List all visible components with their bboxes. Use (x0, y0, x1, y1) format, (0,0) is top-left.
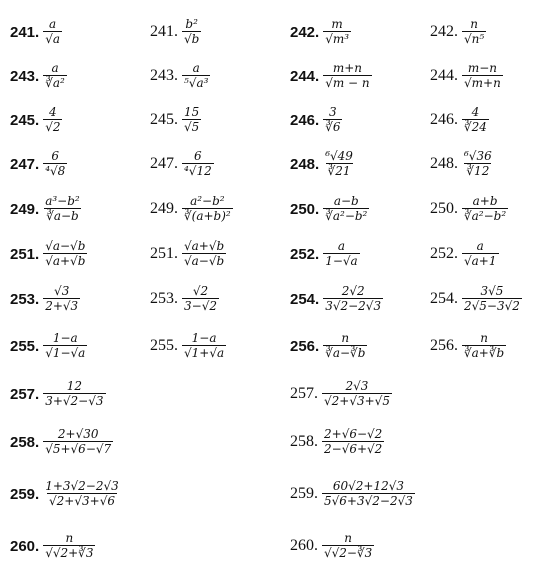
numerator: a²−b² (190, 194, 225, 208)
fraction (323, 18, 351, 46)
exercise-item (150, 332, 226, 360)
numerator: a (49, 17, 57, 31)
fraction (322, 428, 384, 456)
fraction (43, 150, 67, 178)
denominator: ⁴√12 (184, 164, 212, 179)
exercise-item (290, 428, 384, 456)
exercise-number: 250. (290, 200, 320, 218)
denominator: 2+√3 (45, 299, 79, 314)
exercise-number: 253. (150, 290, 178, 308)
exercise-item (430, 332, 506, 360)
fraction (323, 195, 369, 223)
exercise-item (290, 285, 383, 313)
fraction (182, 240, 226, 268)
fraction (323, 240, 360, 268)
exercise-number: 257. (290, 385, 318, 403)
fraction (43, 62, 67, 90)
exercise-item (150, 285, 219, 313)
denominator: ∛a²−b² (464, 209, 507, 224)
numerator: 2√2 (341, 284, 365, 298)
fraction (43, 240, 87, 268)
fraction (462, 18, 486, 46)
denominator: 3−√2 (184, 299, 217, 314)
numerator: a+b (472, 194, 498, 208)
fraction (322, 532, 374, 560)
fraction (43, 332, 87, 360)
fraction (462, 195, 508, 223)
numerator: 3 (329, 105, 337, 119)
exercise-item (150, 195, 233, 223)
numerator: 1−a (191, 331, 217, 345)
exercise-item (10, 62, 67, 90)
numerator: a (51, 61, 59, 75)
exercise-item (430, 195, 508, 223)
exercise-item (430, 240, 499, 268)
fraction (182, 62, 210, 90)
numerator: 4 (49, 105, 57, 119)
denominator: 3+√2−√3 (45, 394, 104, 409)
fraction (182, 150, 214, 178)
denominator: √2+√3+√6 (49, 494, 115, 509)
exercise-item (290, 18, 351, 46)
exercise-item (10, 18, 62, 46)
fraction (323, 285, 383, 313)
numerator: 15 (184, 105, 200, 119)
fraction (43, 18, 62, 46)
exercise-item (290, 532, 374, 560)
numerator: b² (185, 17, 198, 31)
denominator: 3√2−2√3 (325, 299, 382, 314)
numerator: m−n (467, 61, 497, 75)
exercise-item (290, 380, 392, 408)
denominator: ∛6 (325, 120, 341, 135)
fraction (462, 240, 499, 268)
denominator: √b (184, 32, 200, 47)
numerator: a (337, 239, 346, 253)
exercise-number: 254. (430, 290, 458, 308)
exercise-number: 251. (150, 245, 178, 263)
exercise-number: 249. (10, 200, 40, 218)
denominator: √m+n (464, 76, 501, 91)
exercise-item (150, 106, 201, 134)
exercise-number: 259. (10, 485, 40, 503)
exercise-number: 259. (290, 485, 318, 503)
exercise-number: 252. (290, 245, 320, 263)
denominator: √5+√6−√7 (45, 442, 112, 457)
numerator: 60√2+12√3 (332, 479, 404, 493)
fraction (43, 285, 80, 313)
exercise-number: 254. (290, 290, 320, 308)
numerator: m (331, 17, 343, 31)
exercise-item (150, 150, 214, 178)
numerator: n (480, 331, 488, 345)
denominator: ∛a² (45, 76, 65, 91)
exercise-number: 256. (290, 337, 320, 355)
denominator: √a−√b (184, 254, 225, 269)
exercise-number: 258. (10, 433, 40, 451)
denominator: ∛a+∛b (464, 346, 505, 361)
exercise-number: 250. (430, 200, 458, 218)
exercise-item (10, 532, 95, 560)
numerator: a−b (333, 194, 359, 208)
numerator: 6 (194, 149, 202, 163)
exercise-number: 248. (290, 155, 320, 173)
exercise-item (290, 195, 369, 223)
numerator: √3 (54, 284, 70, 298)
exercise-item (290, 150, 355, 178)
fraction (462, 62, 503, 90)
numerator: √2 (192, 284, 209, 298)
exercise-number: 249. (150, 200, 178, 218)
numerator: √a−√b (45, 239, 86, 253)
numerator: a³−b² (45, 194, 80, 208)
numerator: ⁶√36 (464, 149, 492, 163)
exercise-item (430, 106, 489, 134)
exercise-number: 247. (150, 155, 178, 173)
denominator: ∛21 (327, 164, 351, 179)
denominator: 1−√a (325, 254, 358, 269)
exercise-number: 251. (10, 245, 40, 263)
numerator: a (476, 239, 484, 253)
denominator: √a (45, 32, 61, 47)
exercise-number: 244. (430, 67, 458, 85)
numerator: n (470, 17, 478, 31)
exercise-item (150, 62, 210, 90)
exercise-number: 241. (10, 23, 40, 41)
denominator: 2−√6+√2 (324, 442, 383, 457)
exercise-item (290, 240, 360, 268)
fraction (43, 380, 105, 408)
exercise-number: 255. (10, 337, 40, 355)
exercise-number: 242. (430, 23, 458, 41)
exercise-item (150, 240, 226, 268)
fraction (462, 332, 506, 360)
exercise-item (10, 332, 87, 360)
denominator: 2√5−3√2 (464, 299, 520, 314)
denominator: ∛a−b (46, 209, 79, 224)
exercise-number: 252. (430, 245, 458, 263)
numerator: a (192, 61, 200, 75)
numerator: 12 (66, 379, 82, 393)
denominator: √√2+∛3 (45, 546, 94, 561)
numerator: 2+√6−√2 (324, 427, 383, 441)
numerator: n (65, 531, 74, 545)
numerator: n (341, 331, 350, 345)
exercise-number: 260. (290, 537, 318, 555)
numerator: n (344, 531, 352, 545)
exercise-number: 257. (10, 385, 40, 403)
fraction (182, 18, 201, 46)
denominator: √m − n (325, 76, 370, 91)
denominator: ∛(a+b)² (184, 209, 231, 224)
numerator: √a+√b (184, 239, 225, 253)
exercise-item (10, 380, 106, 408)
exercise-number: 242. (290, 23, 320, 41)
numerator: 4 (471, 105, 480, 119)
exercise-number: 247. (10, 155, 40, 173)
fraction (462, 106, 489, 134)
numerator: m+n (332, 61, 362, 75)
denominator: √a+1 (464, 254, 497, 269)
exercise-item (430, 285, 522, 313)
numerator: 6 (51, 149, 60, 163)
fraction (182, 285, 219, 313)
numerator: 1+3√2−2√3 (45, 479, 119, 493)
denominator: √a+√b (45, 254, 86, 269)
denominator: √n⁵ (464, 32, 485, 47)
exercise-number: 258. (290, 433, 318, 451)
exercise-item (10, 150, 67, 178)
exercise-number: 256. (430, 337, 458, 355)
exercise-item (10, 480, 121, 508)
numerator: ⁶√49 (325, 149, 353, 163)
exercise-item (10, 106, 62, 134)
exercise-number: 246. (290, 111, 320, 129)
denominator: ⁴√8 (45, 164, 66, 179)
exercise-number: 243. (150, 67, 178, 85)
exercise-item (290, 62, 372, 90)
fraction (43, 195, 82, 223)
exercise-number: 260. (10, 537, 40, 555)
fraction (323, 332, 367, 360)
exercise-item (10, 240, 87, 268)
exercise-item (150, 18, 201, 46)
fraction (182, 332, 226, 360)
fraction (43, 428, 113, 456)
fraction (182, 195, 233, 223)
exercise-number: 241. (150, 23, 178, 41)
fraction (323, 106, 342, 134)
exercise-item (10, 285, 80, 313)
denominator: √1+√a (184, 346, 225, 361)
fraction (323, 150, 355, 178)
denominator: ∛a²−b² (325, 209, 368, 224)
exercise-number: 243. (10, 67, 40, 85)
fraction (43, 480, 121, 508)
denominator: ⁵√a³ (184, 76, 209, 91)
denominator: ∛12 (466, 164, 490, 179)
fraction (43, 532, 95, 560)
numerator: 2+√30 (57, 427, 99, 441)
denominator: √2+√3+√5 (324, 394, 390, 409)
fraction (322, 380, 392, 408)
denominator: ∛24 (464, 120, 487, 135)
exercise-number: 246. (430, 111, 458, 129)
exercise-item (430, 18, 486, 46)
numerator: 1−a (52, 331, 78, 345)
denominator: ∛a−∛b (325, 346, 366, 361)
fraction (323, 62, 371, 90)
exercise-number: 248. (430, 155, 458, 173)
fraction (43, 106, 62, 134)
exercise-item (290, 106, 342, 134)
denominator: √√2−∛3 (324, 546, 373, 561)
numerator: 3√5 (480, 284, 504, 298)
fraction (462, 285, 522, 313)
denominator: √5 (184, 120, 200, 135)
fraction (182, 106, 201, 134)
exercise-item (430, 62, 503, 90)
exercise-number: 244. (290, 67, 320, 85)
exercise-item (430, 150, 494, 178)
denominator: √m³ (325, 32, 350, 47)
fraction (462, 150, 494, 178)
exercise-item (10, 195, 82, 223)
fraction (322, 480, 415, 508)
numerator: 2√3 (345, 379, 369, 393)
exercise-number: 245. (150, 111, 178, 129)
exercise-item (10, 428, 113, 456)
exercise-item (290, 332, 367, 360)
exercise-number: 253. (10, 290, 40, 308)
exercise-number: 245. (10, 111, 40, 129)
exercise-item (290, 480, 415, 508)
exercise-number: 255. (150, 337, 178, 355)
denominator: √1−√a (45, 346, 86, 361)
denominator: 5√6+3√2−2√3 (324, 494, 413, 509)
denominator: √2 (45, 120, 61, 135)
